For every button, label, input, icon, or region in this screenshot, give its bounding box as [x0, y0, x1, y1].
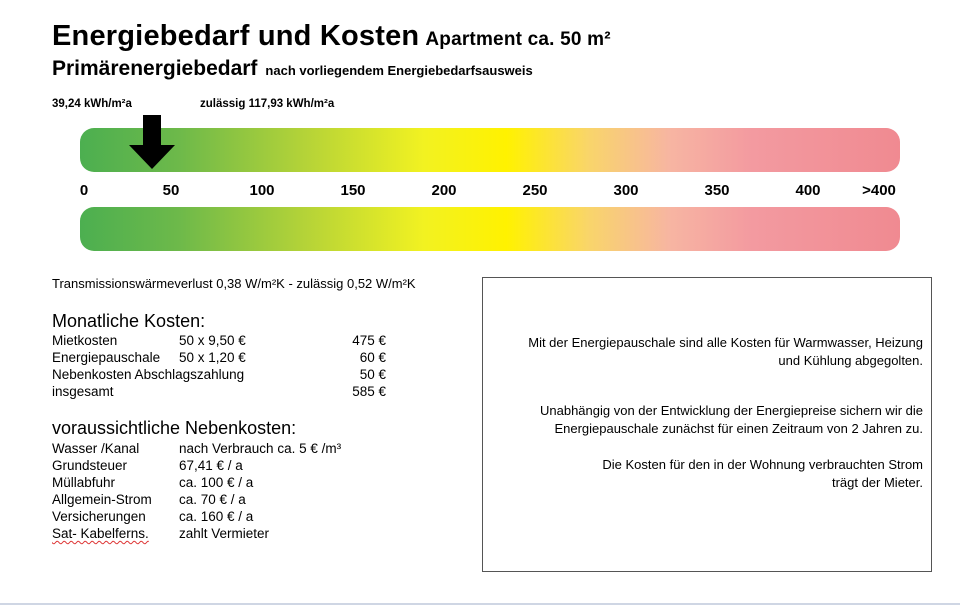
tick-label: 250	[522, 182, 548, 199]
info-line: Energiepauschale zunächst für einen Zeitraum von 2 Jahren zu.	[554, 421, 923, 436]
allowed-value-label: zulässig 117,93 kWh/m²a	[200, 98, 335, 110]
monthly-calc: 50 x 9,50 €	[179, 333, 246, 348]
additional-label: Grundsteuer	[52, 458, 128, 473]
tick-label: 100	[249, 182, 275, 199]
info-text	[483, 334, 923, 370]
additional-label: Sat- Kabelferns.	[52, 526, 149, 541]
page-subtitle	[52, 57, 533, 81]
tick-label: 200	[431, 182, 457, 199]
additional-value: ca. 160 € / a	[179, 509, 254, 524]
tick-label: 0	[79, 182, 89, 199]
subtitle-note: nach vorliegendem Energiebedarfsausweis	[265, 63, 533, 78]
additional-value: 67,41 € / a	[179, 458, 243, 473]
info-line: Die Kosten für den in der Wohnung verbrauchten Strom	[602, 457, 923, 472]
bottom-divider	[0, 603, 960, 605]
tick-label: 400	[795, 182, 821, 199]
energy-scale-bar-top	[80, 128, 900, 172]
tick-label: 150	[340, 182, 366, 199]
additional-label: Wasser /Kanal	[52, 441, 140, 456]
title-suffix: Apartment ca. 50 m²	[425, 29, 611, 50]
tick-label: >400	[862, 182, 896, 199]
monthly-calc: 50 x 1,20 €	[179, 350, 246, 365]
tick-label: 350	[704, 182, 730, 199]
page-title	[52, 20, 611, 53]
additional-label: Allgemein-Strom	[52, 492, 152, 507]
energy-scale-bar-bottom	[80, 207, 900, 251]
info-line: und Kühlung abgegolten.	[778, 353, 923, 368]
monthly-heading: Monatliche Kosten:	[52, 311, 206, 331]
subtitle-main: Primärenergiebedarf	[52, 57, 258, 80]
tick-label: 50	[162, 182, 180, 199]
arrow-down-icon	[129, 115, 175, 169]
info-text	[483, 456, 923, 492]
additional-heading: voraussichtliche Nebenkosten:	[52, 418, 297, 438]
current-value-label: 39,24 kWh/m²a	[52, 98, 132, 110]
monthly-amount: 585 €	[352, 384, 386, 399]
additional-value: nach Verbrauch ca. 5 € /m³	[179, 441, 342, 456]
monthly-label: insgesamt	[52, 384, 114, 399]
transmission-text: Transmissionswärmeverlust 0,38 W/m²K - zulässig 0,52 W/m²K	[52, 276, 416, 291]
title-main: Energiebedarf und Kosten	[52, 20, 420, 52]
info-box	[482, 277, 932, 572]
monthly-amount: 50 €	[359, 367, 386, 382]
info-line: trägt der Mieter.	[831, 475, 923, 490]
info-text	[483, 402, 923, 438]
monthly-amount: 475 €	[352, 333, 386, 348]
monthly-amount: 60 €	[359, 350, 386, 365]
tick-label: 300	[613, 182, 639, 199]
additional-label: Müllabfuhr	[52, 475, 116, 490]
info-line: Mit der Energiepauschale sind alle Kosten für Warmwasser, Heizung	[528, 335, 923, 350]
monthly-label: Mietkosten	[52, 333, 118, 348]
monthly-label: Nebenkosten Abschlagszahlung	[52, 367, 245, 382]
additional-label: Versicherungen	[52, 509, 146, 524]
additional-value: ca. 100 € / a	[179, 475, 254, 490]
additional-value: ca. 70 € / a	[179, 492, 246, 507]
additional-value: zahlt Vermieter	[179, 526, 270, 541]
info-line: Unabhängig von der Entwicklung der Energiepreise sichern wir die	[540, 403, 923, 418]
monthly-label: Energiepauschale	[52, 350, 161, 365]
